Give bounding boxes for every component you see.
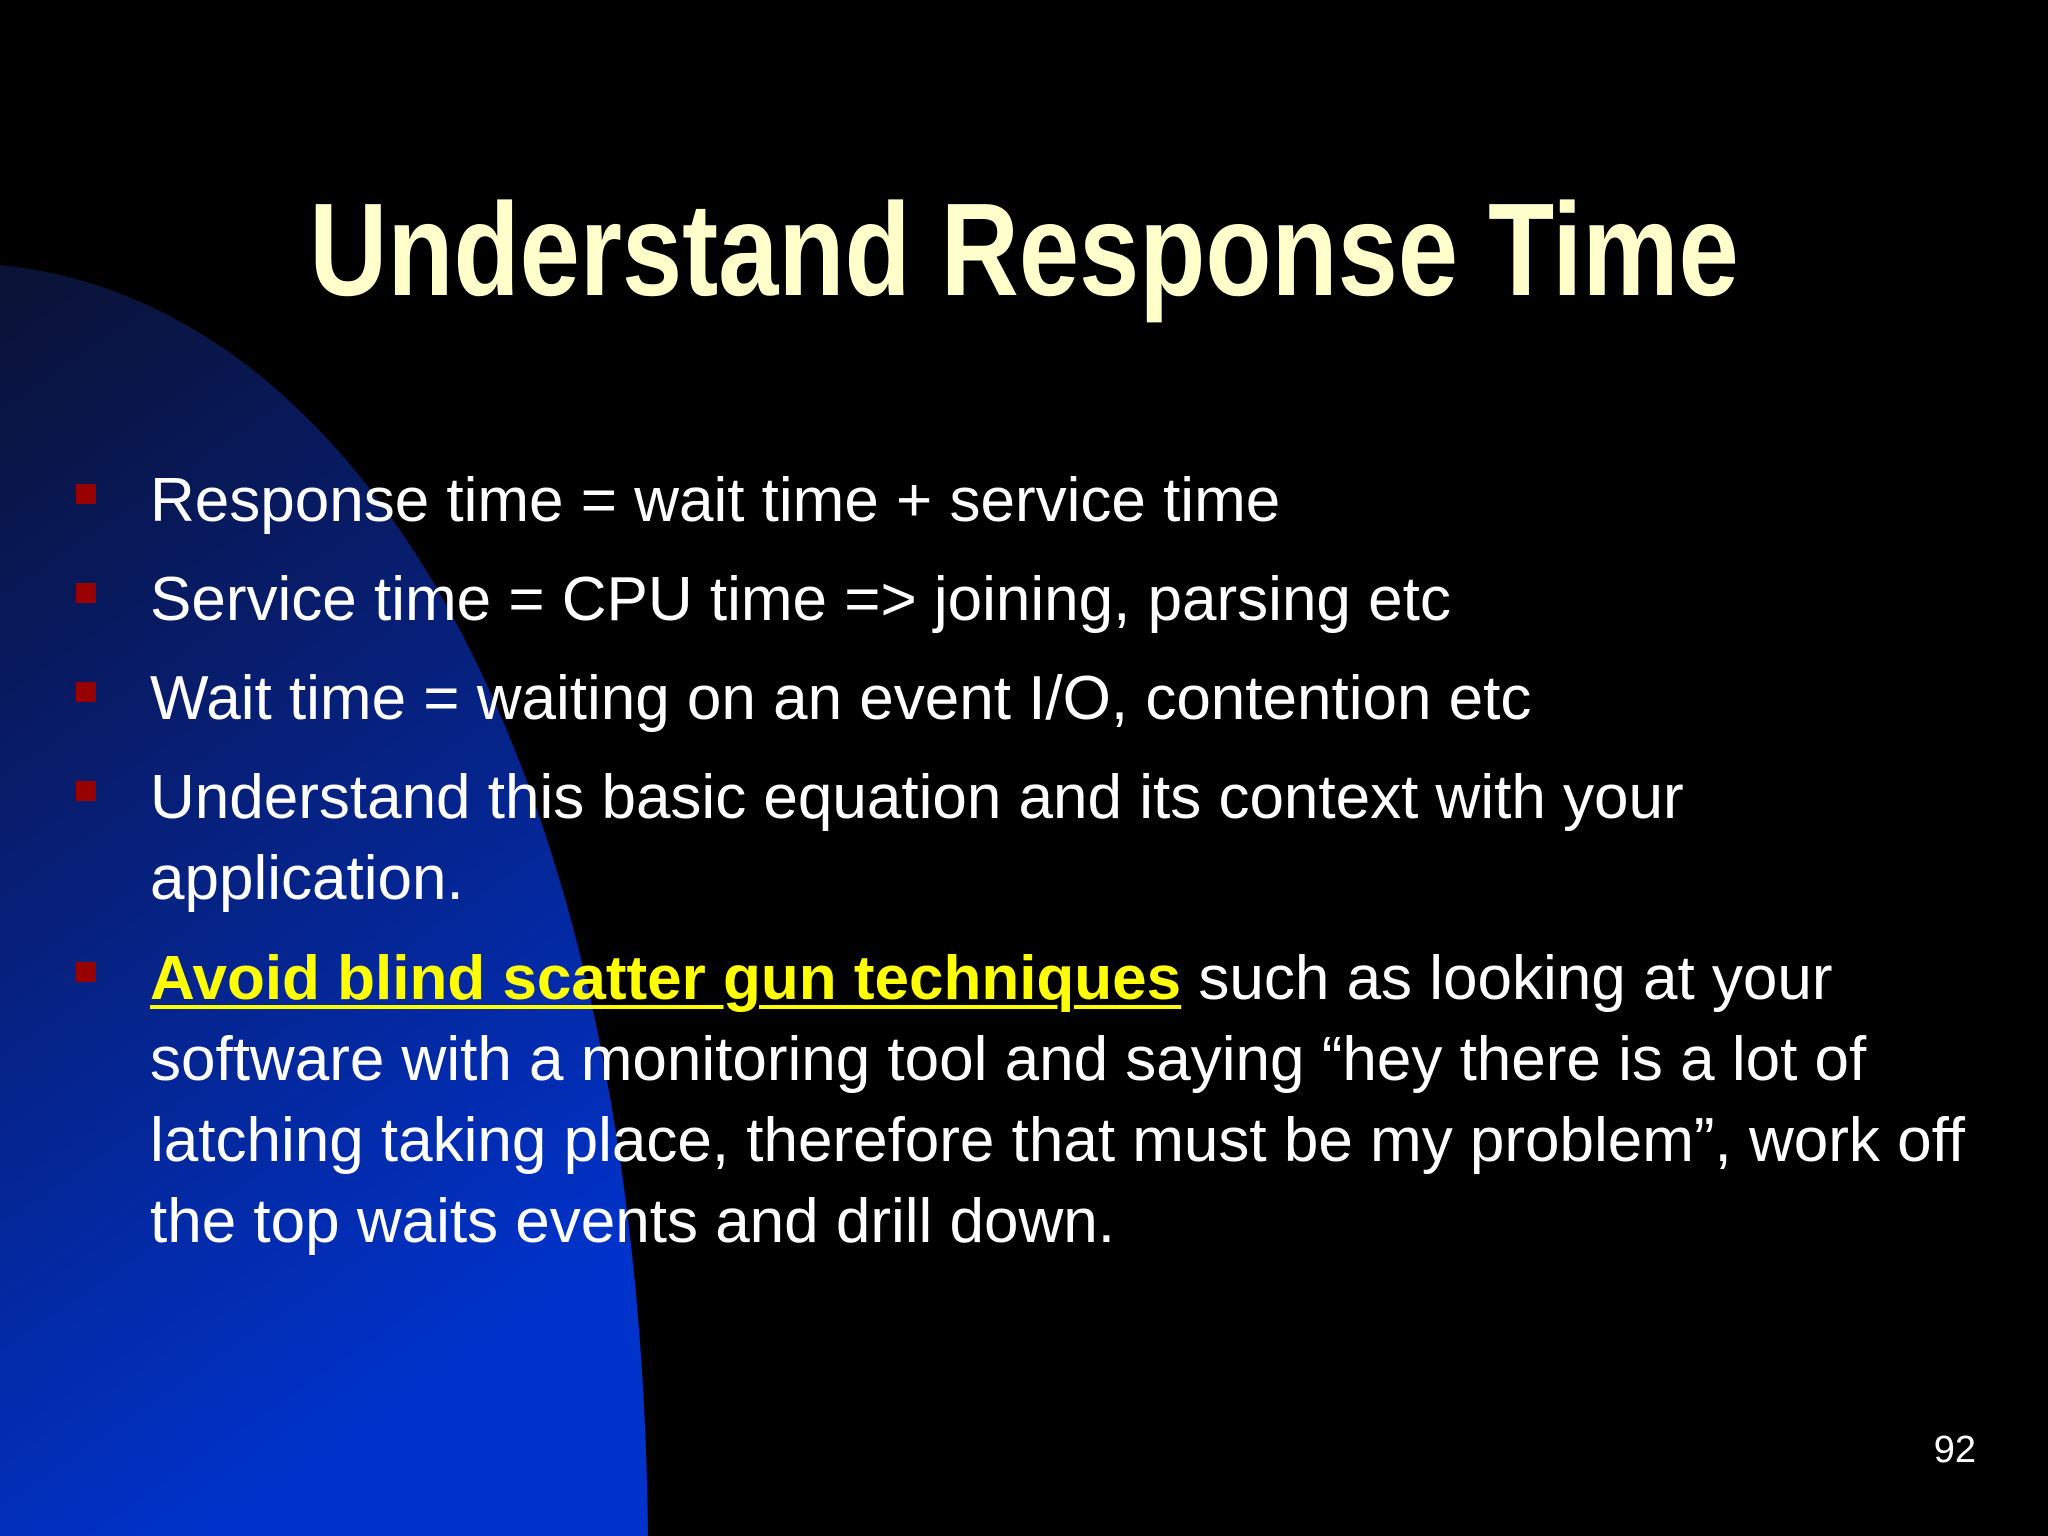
slide-title: Understand Response Time xyxy=(309,176,1739,323)
square-bullet-icon xyxy=(76,962,96,982)
square-bullet-icon xyxy=(76,484,96,504)
square-bullet-icon xyxy=(76,781,96,801)
bullet-continuation-text: such as looking at your software with a monitoring tool and saying “hey there is a lot of latching taking place, therefore that must be my problem”, work off the top waits events and drill down. xyxy=(150,944,1965,1256)
bullet-text: Response time = wait time + service time xyxy=(150,466,1281,535)
bullet-text: Service time = CPU time => joining, parsing etc xyxy=(150,565,1451,634)
square-bullet-icon xyxy=(76,682,96,702)
square-bullet-icon xyxy=(76,583,96,603)
bullet-text: Understand this basic equation and its context with your application. xyxy=(150,763,1684,913)
highlighted-phrase: Avoid blind scatter gun techniques xyxy=(150,944,1182,1013)
bullet-text: Wait time = waiting on an event I/O, contention etc xyxy=(150,664,1532,733)
page-number: 92 xyxy=(1933,1429,1976,1471)
bullet-text xyxy=(150,938,1980,1262)
